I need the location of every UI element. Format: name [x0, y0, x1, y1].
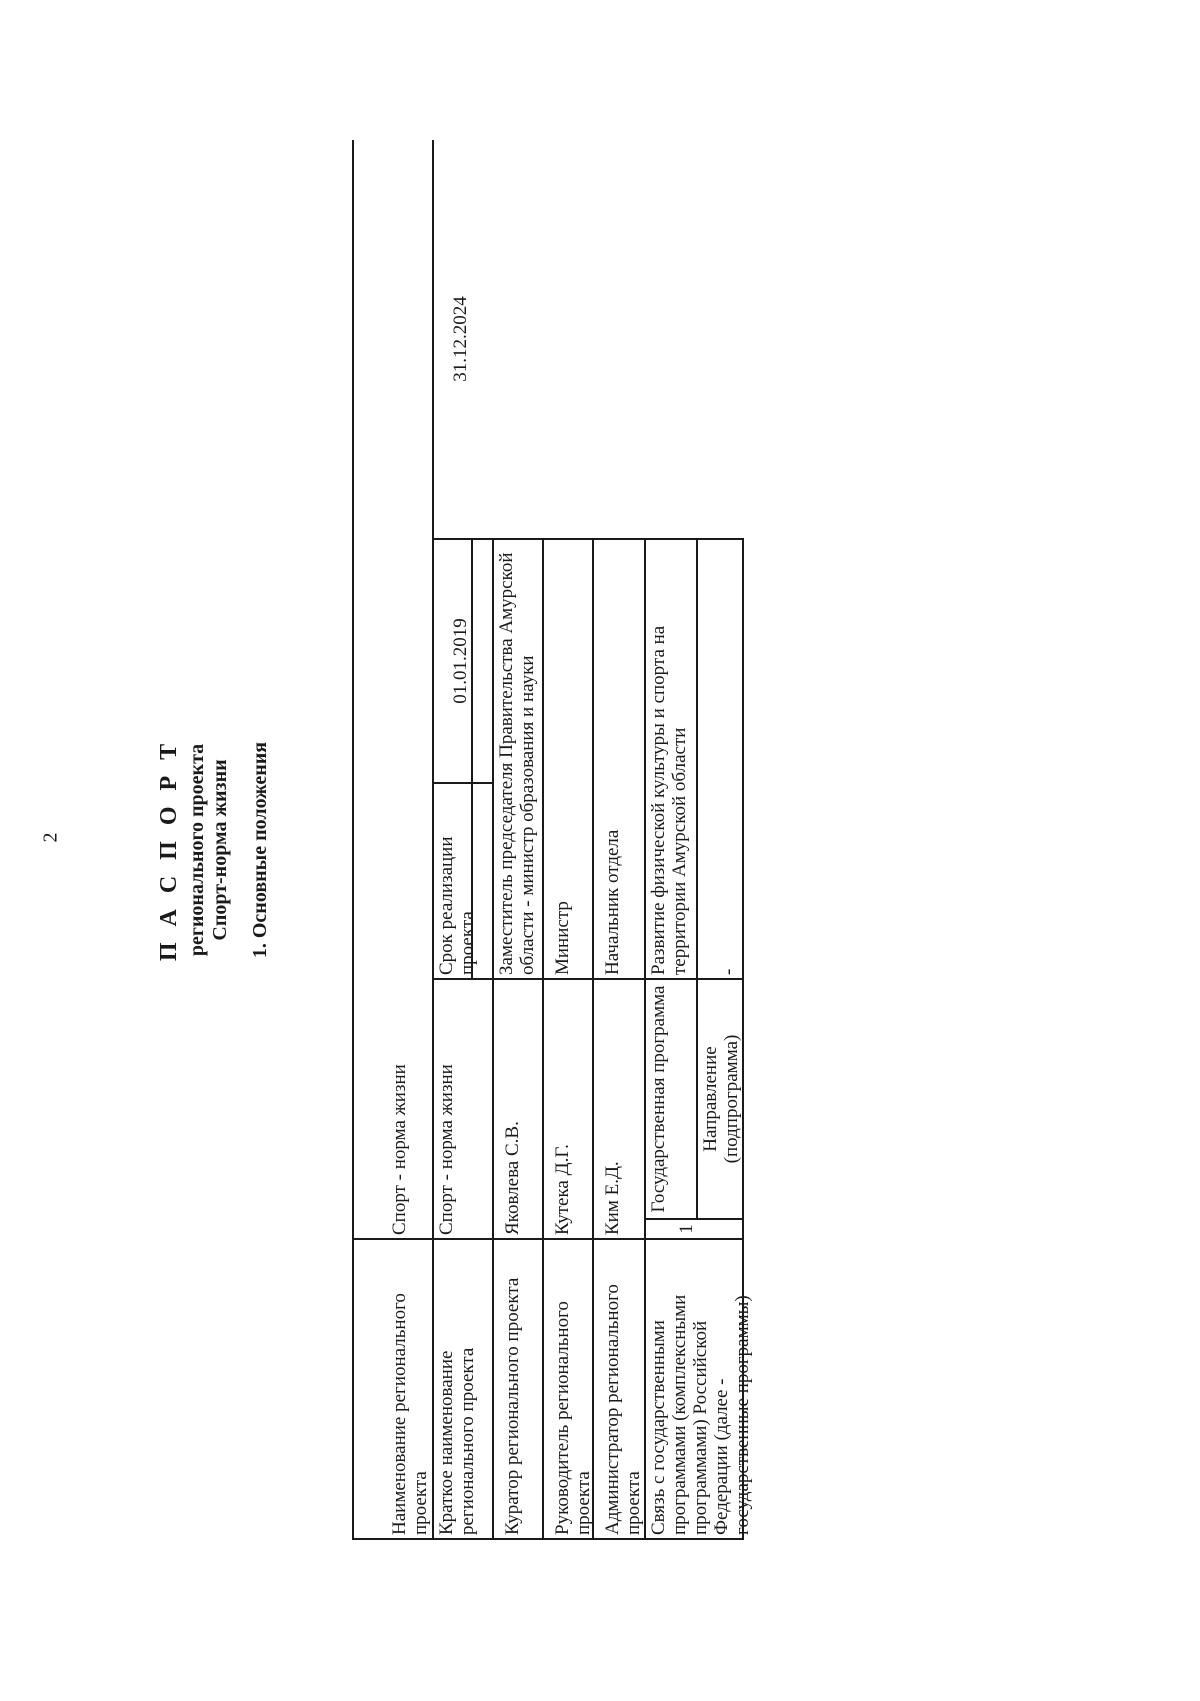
table-border-left — [352, 1538, 744, 1540]
term-end-date: 31.12.2024 — [450, 296, 471, 382]
row-value-name: Спорт - норма жизни — [389, 1064, 410, 1235]
document-heading — [152, 150, 302, 1550]
curator-position: Заместитель председателя Правительства Амурской области - министр образования и науки — [496, 552, 538, 975]
curator-name: Яковлева С.В. — [502, 1121, 523, 1235]
term-label: Срок реализации проекта — [436, 836, 478, 975]
table-border-top-right — [352, 140, 354, 1240]
page-number: 2 — [39, 832, 62, 843]
passport-subtitle: регионального проекта — [186, 743, 208, 957]
program-label: Государственная программа — [648, 985, 669, 1213]
section-title: 1. Основные положения — [249, 741, 271, 959]
row-label-name: Наименование регионального проекта — [389, 1293, 431, 1535]
program-number: 1 — [676, 1224, 697, 1234]
row-label-state-programs: Связь с государственными программами (комплексными программами) Российской Федерации (далее - государственные программы) — [648, 1294, 753, 1535]
row-label-curator: Куратор регионального проекта — [502, 1277, 523, 1535]
passport-table — [352, 122, 752, 1540]
direction-label: Направление (подпрограмма) — [700, 1034, 742, 1164]
row-label-head: Руководитель регионального проекта — [552, 1301, 594, 1535]
project-name-heading: Спорт-норма жизни — [209, 759, 231, 941]
rotated-page-content — [152, 150, 753, 1550]
row-label-administrator: Администратор регионального проекта — [602, 1284, 644, 1535]
direction-value: - — [718, 968, 739, 975]
head-position: Министр — [552, 901, 573, 975]
passport-title: П А С П О Р Т — [156, 738, 182, 962]
program-value: Развитие физической культуры и спорта на территории Амурской области — [648, 625, 690, 975]
head-name: Кутека Д.Г. — [552, 1144, 573, 1235]
administrator-position: Начальник отдела — [602, 829, 623, 975]
table-border-top-left — [352, 1240, 354, 1540]
row-label-short-name: Краткое наименование регионального проекта — [436, 1347, 478, 1535]
term-start-date: 01.01.2019 — [450, 618, 471, 704]
administrator-name: Ким Е.Д. — [602, 1161, 623, 1235]
row-value-short-name: Спорт - норма жизни — [436, 1064, 457, 1235]
